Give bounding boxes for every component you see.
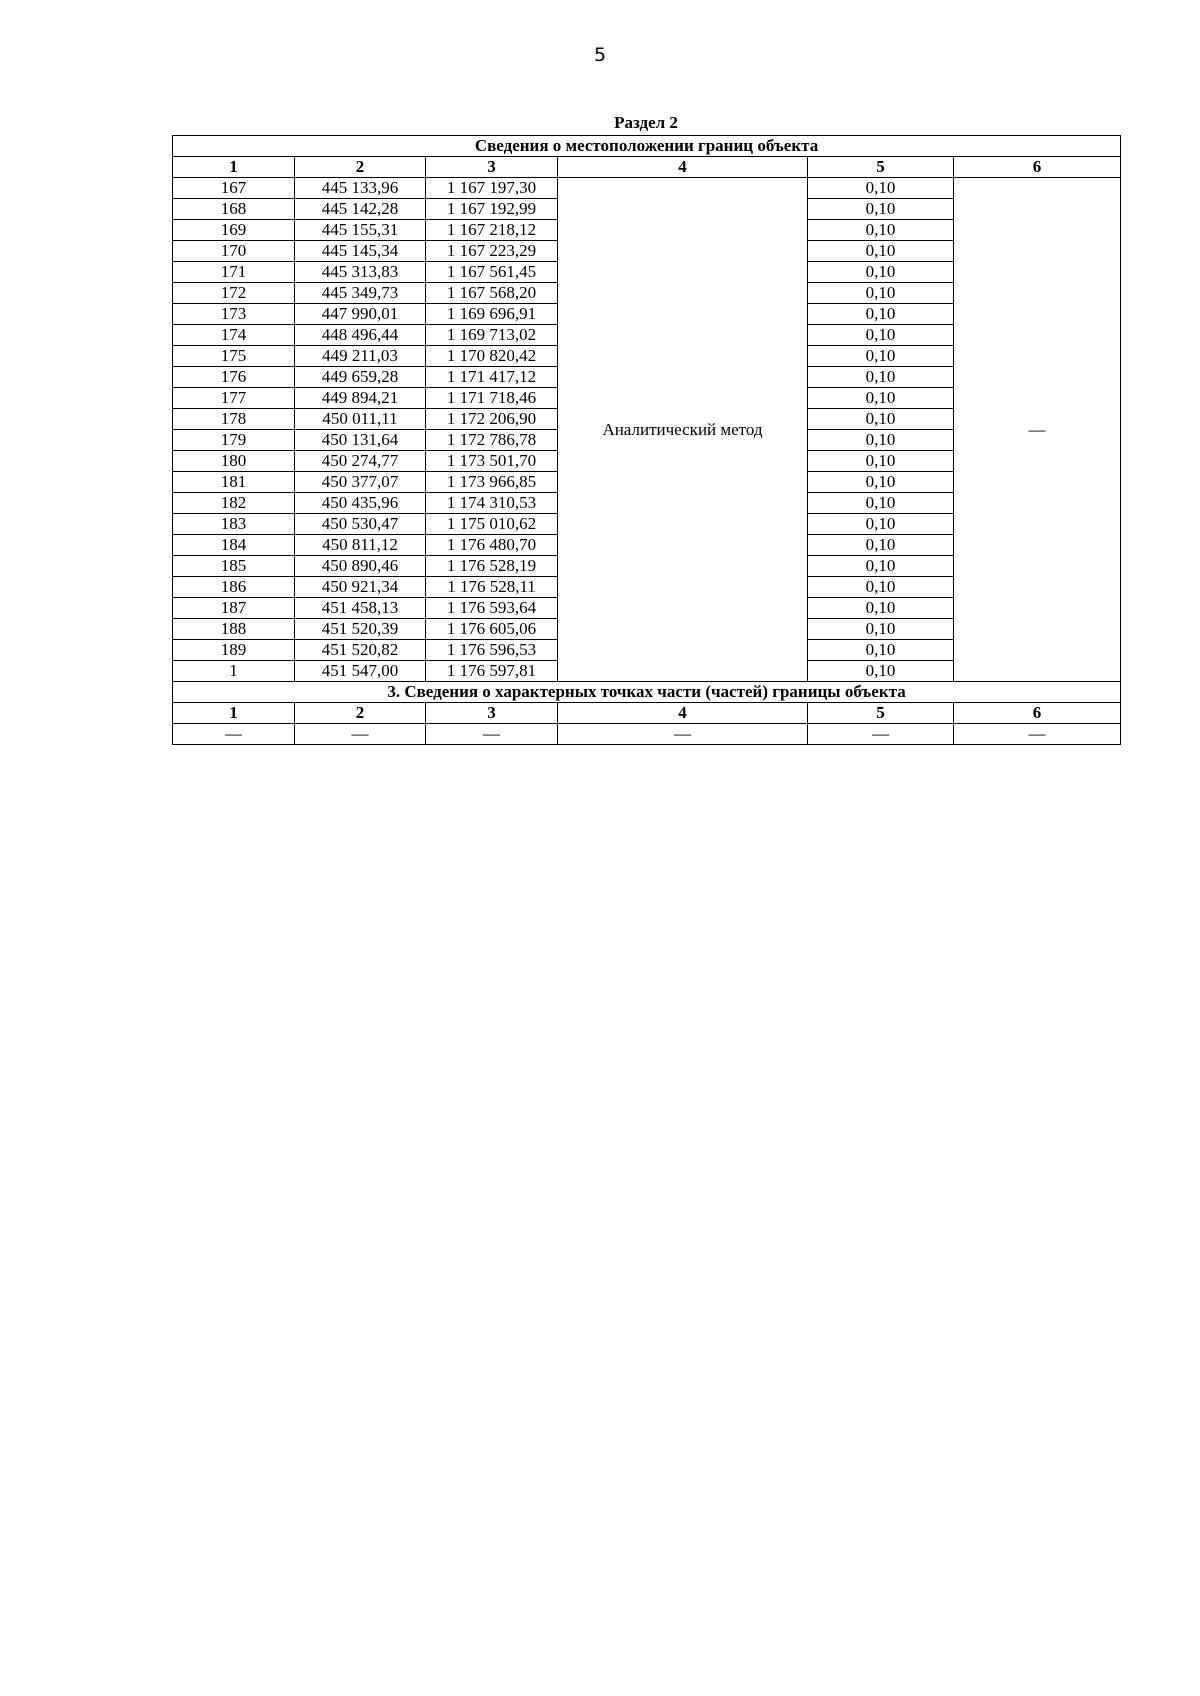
accuracy-cell: 0,10 (808, 388, 954, 409)
y-coordinate-cell: 1 175 010,62 (426, 514, 558, 535)
table-title: Сведения о местоположении границ объекта (173, 136, 1121, 157)
x-coordinate-cell: 450 011,11 (295, 409, 426, 430)
page-number: 5 (593, 44, 607, 66)
x-coordinate-cell: 451 520,39 (295, 619, 426, 640)
column-header: 5 (808, 703, 954, 724)
point-number-cell: 175 (173, 346, 295, 367)
method-cell: Аналитический метод (558, 178, 808, 682)
point-number-cell: 173 (173, 304, 295, 325)
x-coordinate-cell: 450 131,64 (295, 430, 426, 451)
y-coordinate-cell: 1 172 206,90 (426, 409, 558, 430)
column-header: 5 (808, 157, 954, 178)
point-number-cell: 189 (173, 640, 295, 661)
column-header: 1 (173, 157, 295, 178)
point-number-cell: 168 (173, 199, 295, 220)
accuracy-cell: 0,10 (808, 283, 954, 304)
point-number-cell: 1 (173, 661, 295, 682)
point-number-cell: 170 (173, 241, 295, 262)
section3-cell: — (426, 724, 558, 745)
x-coordinate-cell: 450 435,96 (295, 493, 426, 514)
y-coordinate-cell: 1 167 568,20 (426, 283, 558, 304)
y-coordinate-cell: 1 171 718,46 (426, 388, 558, 409)
point-number-cell: 167 (173, 178, 295, 199)
accuracy-cell: 0,10 (808, 409, 954, 430)
accuracy-cell: 0,10 (808, 535, 954, 556)
y-coordinate-cell: 1 176 528,19 (426, 556, 558, 577)
section3-cell: — (173, 724, 295, 745)
x-coordinate-cell: 445 133,96 (295, 178, 426, 199)
x-coordinate-cell: 450 811,12 (295, 535, 426, 556)
point-number-cell: 171 (173, 262, 295, 283)
accuracy-cell: 0,10 (808, 661, 954, 682)
accuracy-cell: 0,10 (808, 262, 954, 283)
accuracy-cell: 0,10 (808, 241, 954, 262)
column-header: 6 (954, 703, 1121, 724)
y-coordinate-cell: 1 167 218,12 (426, 220, 558, 241)
y-coordinate-cell: 1 176 597,81 (426, 661, 558, 682)
accuracy-cell: 0,10 (808, 472, 954, 493)
y-coordinate-cell: 1 167 192,99 (426, 199, 558, 220)
x-coordinate-cell: 450 921,34 (295, 577, 426, 598)
y-coordinate-cell: 1 171 417,12 (426, 367, 558, 388)
point-number-cell: 187 (173, 598, 295, 619)
accuracy-cell: 0,10 (808, 451, 954, 472)
point-number-cell: 179 (173, 430, 295, 451)
x-coordinate-cell: 445 313,83 (295, 262, 426, 283)
point-number-cell: 183 (173, 514, 295, 535)
section3-cell: — (295, 724, 426, 745)
point-number-cell: 182 (173, 493, 295, 514)
accuracy-cell: 0,10 (808, 577, 954, 598)
section3-title-row (173, 682, 1121, 703)
y-coordinate-cell: 1 167 561,45 (426, 262, 558, 283)
point-number-cell: 169 (173, 220, 295, 241)
column-header: 4 (558, 157, 808, 178)
accuracy-cell: 0,10 (808, 367, 954, 388)
column-header: 1 (173, 703, 295, 724)
column-header: 3 (426, 157, 558, 178)
point-number-cell: 172 (173, 283, 295, 304)
x-coordinate-cell: 450 530,47 (295, 514, 426, 535)
table-title-row (173, 136, 1121, 157)
column-header: 4 (558, 703, 808, 724)
y-coordinate-cell: 1 176 593,64 (426, 598, 558, 619)
x-coordinate-cell: 451 458,13 (295, 598, 426, 619)
y-coordinate-cell: 1 169 696,91 (426, 304, 558, 325)
accuracy-cell: 0,10 (808, 325, 954, 346)
boundary-table (172, 135, 1121, 745)
y-coordinate-cell: 1 176 528,11 (426, 577, 558, 598)
accuracy-cell: 0,10 (808, 304, 954, 325)
x-coordinate-cell: 451 520,82 (295, 640, 426, 661)
x-coordinate-cell: 445 349,73 (295, 283, 426, 304)
accuracy-cell: 0,10 (808, 493, 954, 514)
section3-title: 3. Сведения о характерных точках части (частей) границы объекта (173, 682, 1121, 703)
y-coordinate-cell: 1 176 605,06 (426, 619, 558, 640)
accuracy-cell: 0,10 (808, 640, 954, 661)
accuracy-cell: 0,10 (808, 178, 954, 199)
x-coordinate-cell: 449 211,03 (295, 346, 426, 367)
point-number-cell: 186 (173, 577, 295, 598)
point-number-cell: 181 (173, 472, 295, 493)
y-coordinate-cell: 1 167 223,29 (426, 241, 558, 262)
point-number-cell: 176 (173, 367, 295, 388)
section3-cell: — (558, 724, 808, 745)
column-header: 3 (426, 703, 558, 724)
y-coordinate-cell: 1 169 713,02 (426, 325, 558, 346)
accuracy-cell: 0,10 (808, 598, 954, 619)
accuracy-cell: 0,10 (808, 514, 954, 535)
y-coordinate-cell: 1 173 966,85 (426, 472, 558, 493)
accuracy-cell: 0,10 (808, 430, 954, 451)
accuracy-cell: 0,10 (808, 220, 954, 241)
x-coordinate-cell: 448 496,44 (295, 325, 426, 346)
y-coordinate-cell: 1 176 480,70 (426, 535, 558, 556)
section-title: Раздел 2 (614, 113, 678, 132)
point-number-cell: 178 (173, 409, 295, 430)
table-row (173, 178, 1121, 199)
y-coordinate-cell: 1 174 310,53 (426, 493, 558, 514)
x-coordinate-cell: 445 145,34 (295, 241, 426, 262)
column-header: 6 (954, 157, 1121, 178)
column-header: 2 (295, 157, 426, 178)
section3-row (173, 724, 1121, 745)
x-coordinate-cell: 447 990,01 (295, 304, 426, 325)
point-number-cell: 180 (173, 451, 295, 472)
y-coordinate-cell: 1 172 786,78 (426, 430, 558, 451)
x-coordinate-cell: 451 547,00 (295, 661, 426, 682)
section3-header-row (173, 703, 1121, 724)
point-number-cell: 184 (173, 535, 295, 556)
x-coordinate-cell: 445 142,28 (295, 199, 426, 220)
x-coordinate-cell: 449 894,21 (295, 388, 426, 409)
column6-cell: — (954, 178, 1121, 682)
x-coordinate-cell: 450 377,07 (295, 472, 426, 493)
section3-cell: — (954, 724, 1121, 745)
accuracy-cell: 0,10 (808, 346, 954, 367)
x-coordinate-cell: 445 155,31 (295, 220, 426, 241)
y-coordinate-cell: 1 173 501,70 (426, 451, 558, 472)
column-header-row (173, 157, 1121, 178)
y-coordinate-cell: 1 170 820,42 (426, 346, 558, 367)
point-number-cell: 174 (173, 325, 295, 346)
x-coordinate-cell: 449 659,28 (295, 367, 426, 388)
point-number-cell: 177 (173, 388, 295, 409)
x-coordinate-cell: 450 890,46 (295, 556, 426, 577)
y-coordinate-cell: 1 167 197,30 (426, 178, 558, 199)
accuracy-cell: 0,10 (808, 619, 954, 640)
point-number-cell: 185 (173, 556, 295, 577)
accuracy-cell: 0,10 (808, 199, 954, 220)
column-header: 2 (295, 703, 426, 724)
y-coordinate-cell: 1 176 596,53 (426, 640, 558, 661)
x-coordinate-cell: 450 274,77 (295, 451, 426, 472)
point-number-cell: 188 (173, 619, 295, 640)
accuracy-cell: 0,10 (808, 556, 954, 577)
section3-cell: — (808, 724, 954, 745)
